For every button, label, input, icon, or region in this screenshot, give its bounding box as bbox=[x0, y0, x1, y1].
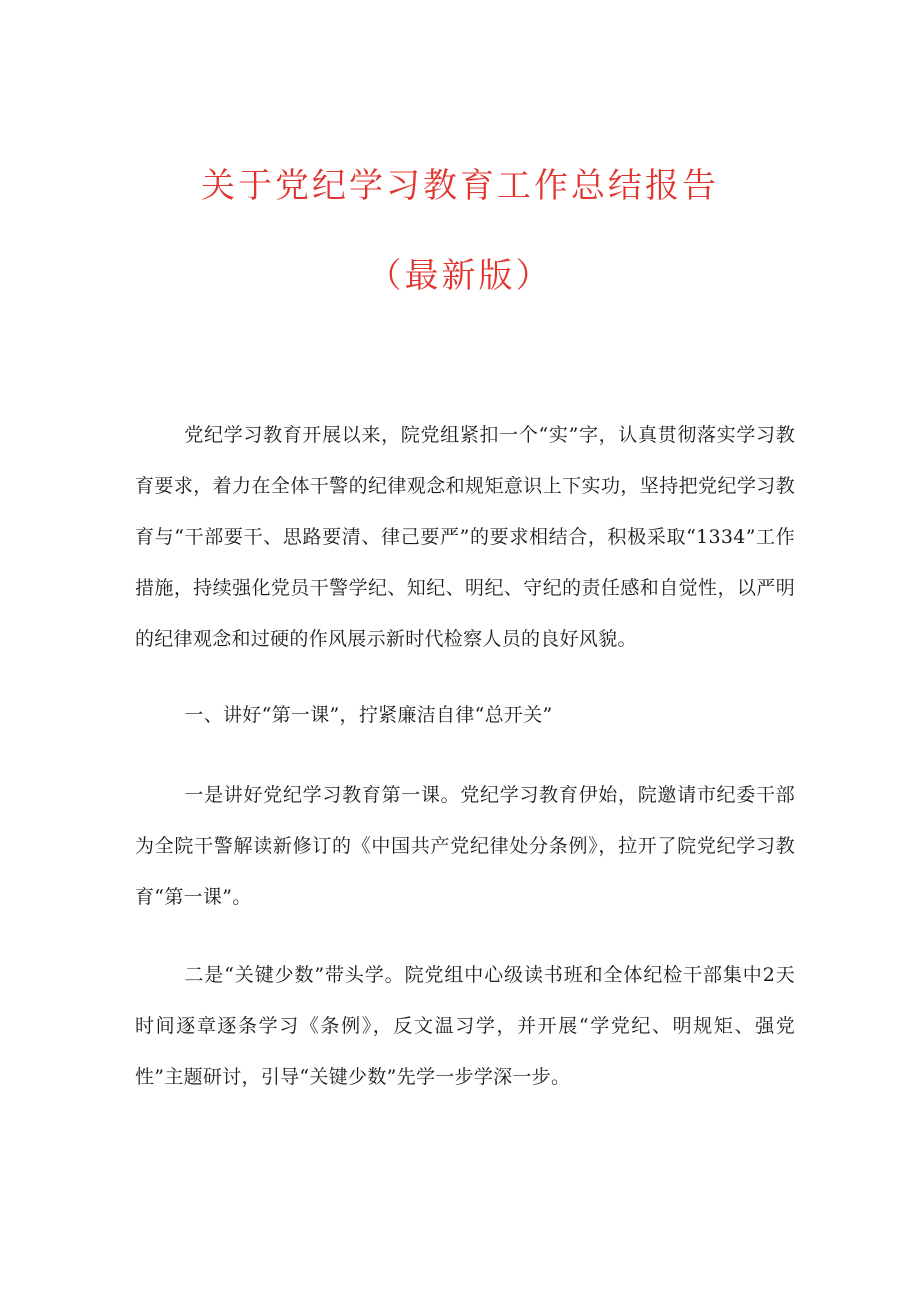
document-title: 关于党纪学习教育工作总结报告 bbox=[201, 166, 719, 206]
intro-paragraph: 党纪学习教育开展以来，院党组紧扣一个“实”字，认真贯彻落实学习教育要求，着力在全体干警的纪律观念和规矩意识上下实功，坚持把党纪学习教育与“干部要干、思路要清、律己要严”的要求相结合，积极采取“1334”工作措施，持续强化党员干警学纪、知纪、明纪、守纪的责任感和自觉性，以严明的纪律观念和过硬的作风展示新时代检察人员的良好风貌。 bbox=[135, 424, 795, 650]
document-subtitle: （最新版） bbox=[367, 256, 553, 296]
point-two-paragraph: 二是“关键少数”带头学。院党组中心级读书班和全体纪检干部集中2天时间逐章逐条学习《条例》，反文温习学，并开展“学党纪、明规矩、强党性”主题研讨，引导“关键少数”先学一步学深一步。 bbox=[135, 964, 795, 1088]
section-one-heading: 一、讲好“第一课”，拧紧廉洁自律“总开关” bbox=[184, 704, 553, 726]
point-one-paragraph: 一是讲好党纪学习教育第一课。党纪学习教育伊始，院邀请市纪委干部为全院干警解读新修订的《中国共产党纪律处分条例》，拉开了院党纪学习教育“第一课”。 bbox=[135, 784, 795, 908]
